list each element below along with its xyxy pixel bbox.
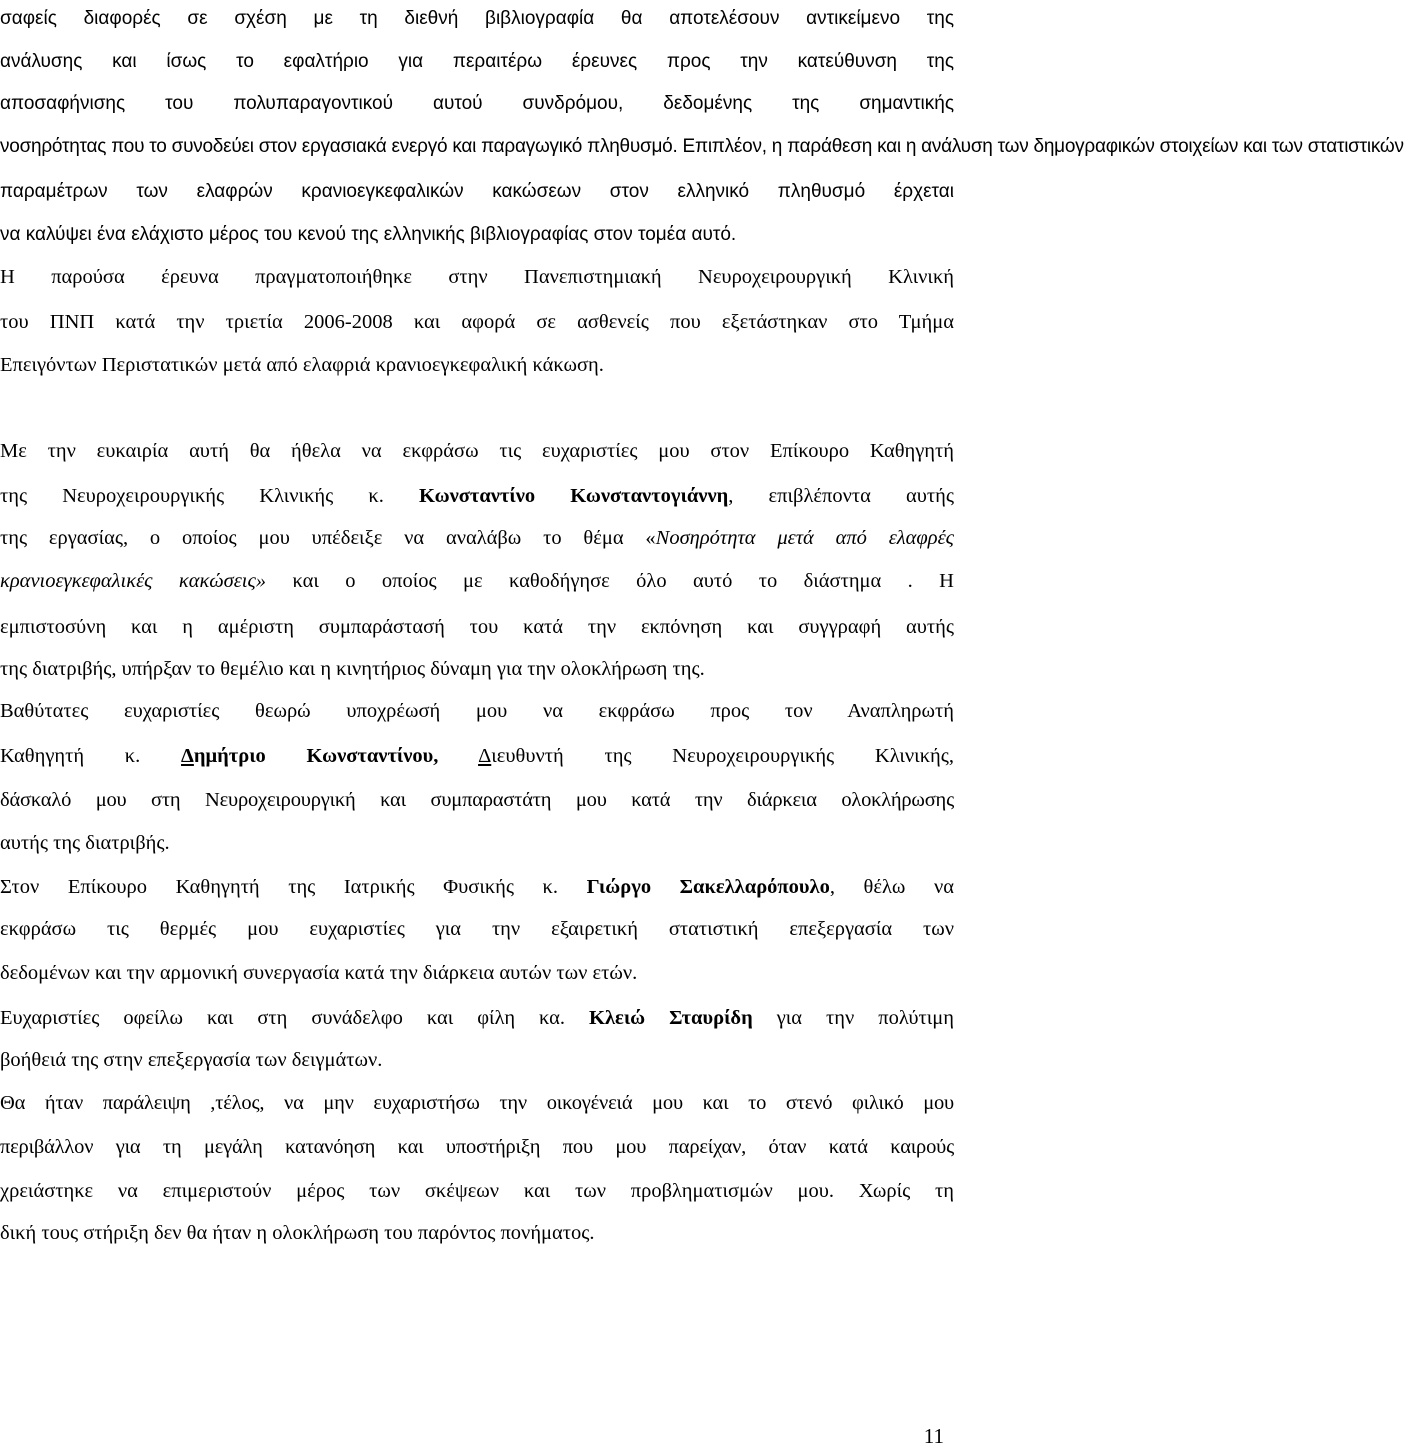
text-line: της διατριβής, υπήρξαν το θεμέλιο και η κινητήριος δύναμη για την ολοκλήρωση της.	[0, 658, 705, 680]
text-line: της εργασίας, ο οποίος μου υπέδειξε να αναλάβω το θέμα «Νοσηρότητα μετά από ελαφρές	[0, 527, 955, 549]
colleague-name: Κλειώ Σταυρίδη	[589, 1007, 753, 1029]
text-line: ανάλυσης και ίσως το εφαλτήριο για περαιτέρω έρευνες προς την κατεύθυνση της	[0, 51, 954, 72]
text-line: περιβάλλον για τη μεγάλη κατανόηση και υποστήριξη που μου παρείχαν, όταν κατά καιρούς	[0, 1136, 954, 1158]
page-number: 11	[923, 1424, 944, 1448]
thesis-title: Νοσηρότητα μετά από ελαφρές	[655, 527, 955, 549]
text-line: νοσηρότητας που το συνοδεύει στον εργασιακά ενεργό και παραγωγικό πληθυσμό. Επιπλέον, η παράθεση και η ανάλυση των δημογραφικών στοιχείων και των στατιστικών	[0, 136, 1404, 157]
director-name: Δ	[181, 745, 194, 767]
text-line: εκφράσω τις θερμές μου ευχαριστίες για την εξαιρετική στατιστική επεξεργασία των	[0, 918, 954, 940]
text-line: παραμέτρων των ελαφρών κρανιοεγκεφαλικών κακώσεων στον ελληνικό πληθυσμό έρχεται	[0, 181, 954, 202]
supervisor-name: Κωνσταντίνο Κωνσταντογιάννη	[419, 485, 729, 507]
text-line: βοήθειά της στην επεξεργασία των δειγμάτων.	[0, 1049, 383, 1071]
text-line: Στον Επίκουρο Καθηγητή της Ιατρικής Φυσικής κ. Γιώργο Σακελλαρόπουλο, θέλω να	[0, 876, 954, 898]
text-line: Ευχαριστίες οφείλω και στη συνάδελφο και φίλη κα. Κλειώ Σταυρίδη για την πολύτιμη	[0, 1007, 955, 1029]
statistician-name: Γιώργο Σακελλαρόπουλο	[586, 876, 830, 898]
text-line: του ΠΝΠ κατά την τριετία 2006-2008 και αφορά σε ασθενείς που εξετάστηκαν στο Τμήμα	[0, 311, 954, 333]
text-line: δική τους στήριξη δεν θα ήταν η ολοκλήρωση του παρόντος πονήματος.	[0, 1222, 595, 1244]
text-line: Επειγόντων Περιστατικών μετά από ελαφριά κρανιοεγκεφαλική κάκωση.	[0, 354, 604, 376]
text-line: αυτής της διατριβής.	[0, 832, 170, 854]
text-line: να καλύψει ένα ελάχιστο μέρος του κενού της ελληνικής βιβλιογραφίας στον τομέα αυτό.	[0, 224, 737, 245]
text-line: δάσκαλό μου στη Νευροχειρουργική και συμπαραστάτη μου κατά την διάρκεια ολοκλήρωσης	[0, 789, 954, 811]
text-line: της Νευροχειρουργικής Κλινικής κ. Κωνσταντίνο Κωνσταντογιάννη, επιβλέποντα αυτής	[0, 485, 954, 507]
text-line: Βαθύτατες ευχαριστίες θεωρώ υποχρέωσή μου να εκφράσω προς τον Αναπληρωτή	[0, 700, 954, 722]
thesis-title: κρανιοεγκεφαλικές κακώσεις»	[0, 570, 267, 592]
text-line: Η παρούσα έρευνα πραγματοποιήθηκε στην Πανεπιστημιακή Νευροχειρουργική Κλινική	[0, 266, 954, 288]
text-line: Καθηγητή κ. Δημήτριο Κωνσταντίνου, Διευθυντή της Νευροχειρουργικής Κλινικής,	[0, 745, 954, 767]
text-line: χρειάστηκε να επιμεριστούν μέρος των σκέψεων και των προβληματισμών μου. Χωρίς τη	[0, 1180, 954, 1202]
text-line: αποσαφήνισης του πολυπαραγοντικού αυτού συνδρόμου, δεδομένης της σημαντικής	[0, 93, 954, 114]
text-line: δεδομένων και την αρμονική συνεργασία κατά την διάρκεια αυτών των ετών.	[0, 962, 638, 984]
text-line: Με την ευκαιρία αυτή θα ήθελα να εκφράσω τις ευχαριστίες μου στον Επίκουρο Καθηγητή	[0, 440, 954, 462]
text-line: Θα ήταν παράλειψη ,τέλος, να μην ευχαριστήσω την οικογένειά μου και το στενό φιλικό μου	[0, 1092, 954, 1114]
text-line: εμπιστοσύνη και η αμέριστη συμπαράστασή του κατά την εκπόνηση και συγγραφή αυτής	[0, 616, 954, 638]
director-name: ημήτριο Κωνσταντίνου,	[193, 745, 439, 767]
text-line: κρανιοεγκεφαλικές κακώσεις» και ο οποίος με καθοδήγησε όλο αυτό το διάστημα . Η	[0, 570, 954, 592]
text-line: σαφείς διαφορές σε σχέση με τη διεθνή βιβλιογραφία θα αποτελέσουν αντικείμενο της	[0, 8, 954, 29]
